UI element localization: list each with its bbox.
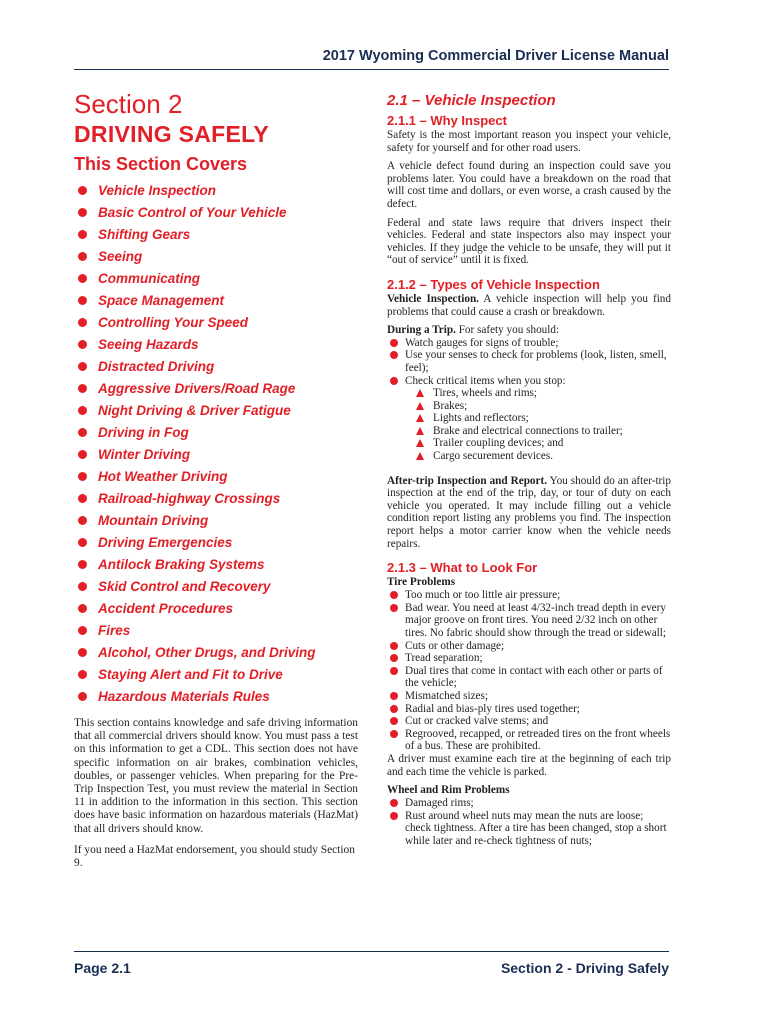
bullet-icon xyxy=(78,692,87,701)
tire-examine-paragraph: A driver must examine each tire at the beginning of each trip and each time the vehicle is parked. xyxy=(387,752,671,778)
topic-item: Accident Procedures xyxy=(74,597,358,619)
list-item: Tread separation; xyxy=(387,652,671,665)
tire-problems-heading: Tire Problems xyxy=(387,576,456,589)
topic-item: Skid Control and Recovery xyxy=(74,575,358,597)
bullet-icon xyxy=(78,230,87,239)
heading-2-1-2: 2.1.2 – Types of Vehicle Inspection xyxy=(387,276,600,292)
bullet-icon xyxy=(78,560,87,569)
why-paragraph-2: A vehicle defect found during an inspection could save you problems later. You could have a breakdown on the road that will cost time and dollars, or even worse, a crash caused by the defect. xyxy=(387,160,671,210)
topic-item: Mountain Driving xyxy=(74,509,358,531)
topic-item: Communicating xyxy=(74,267,358,289)
list-item: Tires, wheels and rims; xyxy=(415,387,671,400)
list-item: Check critical items when you stop: xyxy=(387,375,671,388)
list-item: Trailer coupling devices; and xyxy=(415,437,671,450)
bullet-icon xyxy=(78,516,87,525)
topic-item: Seeing xyxy=(74,245,358,267)
topic-item: Railroad-highway Crossings xyxy=(74,487,358,509)
topic-item: Hazardous Materials Rules xyxy=(74,685,358,707)
page-number: Page 2.1 xyxy=(74,960,131,976)
tire-problems-list xyxy=(387,589,671,753)
bullet-icon xyxy=(78,428,87,437)
list-item: Watch gauges for signs of trouble; xyxy=(387,337,671,350)
topic-item: Seeing Hazards xyxy=(74,333,358,355)
topic-item: Driving in Fog xyxy=(74,421,358,443)
why-paragraph-1: Safety is the most important reason you inspect your vehicle, safety for yourself and for other road users. xyxy=(387,129,671,154)
list-item: Cut or cracked valve stems; and xyxy=(387,715,671,728)
list-item: Bad wear. You need at least 4/32-inch tread depth in every major groove on front tires. You need 2/32 inch on other tires. No fabric should show through the tread or sidewall; xyxy=(387,602,671,640)
bullet-icon xyxy=(78,604,87,613)
list-item: Too much or too little air pressure; xyxy=(387,589,671,602)
vehicle-inspection-paragraph: Vehicle Inspection. A vehicle inspection will help you find problems that could cause a crash or breakdown. xyxy=(387,292,671,318)
topic-item: Aggressive Drivers/Road Rage xyxy=(74,377,358,399)
left-column xyxy=(74,89,358,870)
bullet-icon xyxy=(78,670,87,679)
list-item: Cargo securement devices. xyxy=(415,450,671,463)
topic-item: Distracted Driving xyxy=(74,355,358,377)
topic-item: Alcohol, Other Drugs, and Driving xyxy=(74,641,358,663)
topic-item: Shifting Gears xyxy=(74,223,358,245)
right-column xyxy=(387,91,671,848)
topic-item: Antilock Braking Systems xyxy=(74,553,358,575)
topic-item: Basic Control of Your Vehicle xyxy=(74,201,358,223)
covers-heading: This Section Covers xyxy=(74,154,248,174)
topics-list xyxy=(74,179,358,707)
list-item: Brake and electrical connections to trailer; xyxy=(415,425,671,438)
topic-item: Controlling Your Speed xyxy=(74,311,358,333)
critical-items-list xyxy=(387,387,671,463)
topic-item: Driving Emergencies xyxy=(74,531,358,553)
running-header: 2017 Wyoming Commercial Driver License Manual xyxy=(74,48,669,70)
during-trip-paragraph: During a Trip. For safety you should: xyxy=(387,324,560,337)
section-number: Section 2 xyxy=(74,89,183,119)
topic-item: Fires xyxy=(74,619,358,641)
bullet-icon xyxy=(78,296,87,305)
why-paragraph-3: Federal and state laws require that drivers inspect their vehicles. Federal and state inspectors also may inspect your vehicles. If they judge the vehicle to be unsafe, they will put it “out of service” until it is fixed. xyxy=(387,216,671,267)
bullet-icon xyxy=(78,186,87,195)
trip-list xyxy=(387,337,671,387)
topic-item: Staying Alert and Fit to Drive xyxy=(74,663,358,685)
list-item: Dual tires that come in contact with each other or parts of the vehicle; xyxy=(387,665,671,690)
list-item: Regrooved, recapped, or retreaded tires on the front wheels of a bus. These are prohibited. xyxy=(387,728,671,753)
bullet-icon xyxy=(78,406,87,415)
bullet-icon xyxy=(78,318,87,327)
intro-paragraph: This section contains knowledge and safe driving information that all commercial drivers should know. You must pass a test on this information to get a CDL. This section does not have specific information on air brakes, combination vehicles, doubles, or passenger vehicles. When preparing for the Pre-Trip Inspection Test, you must review the material in Section 11 in addition to the information in this section. This section does have basic information on hazardous materials (HazMat) that all drivers should know. xyxy=(74,717,358,835)
topic-item: Night Driving & Driver Fatigue xyxy=(74,399,358,421)
heading-2-1-3: 2.1.3 – What to Look For xyxy=(387,560,538,576)
list-item: Use your senses to check for problems (look, listen, smell, feel); xyxy=(387,349,671,374)
footer-rule xyxy=(74,951,669,952)
list-item: Damaged rims; xyxy=(387,797,671,810)
bullet-icon xyxy=(78,648,87,657)
bullet-icon xyxy=(78,384,87,393)
wheel-rim-list xyxy=(387,797,671,847)
topic-item: Vehicle Inspection xyxy=(74,179,358,201)
bullet-icon xyxy=(78,340,87,349)
heading-2-1-1: 2.1.1 – Why Inspect xyxy=(387,113,507,128)
list-item: Rust around wheel nuts may mean the nuts are loose; check tightness. After a tire has been changed, stop a short while later and re-check tightness of nuts; xyxy=(387,810,671,848)
list-item: Mismatched sizes; xyxy=(387,690,671,703)
bullet-icon xyxy=(78,626,87,635)
bullet-icon xyxy=(78,208,87,217)
bullet-icon xyxy=(78,252,87,261)
bullet-icon xyxy=(78,582,87,591)
hazmat-paragraph: If you need a HazMat endorsement, you should study Section 9. xyxy=(74,843,355,870)
list-item: Radial and bias-ply tires used together; xyxy=(387,703,671,716)
after-trip-paragraph: After-trip Inspection and Report. You should do an after-trip inspection at the end of the trip, day, or tour of duty on each vehicle you operated. It may include filling out a vehicle condition report listing any problems you find. The inspection report helps a motor carrier know when the vehicle needs repairs. xyxy=(387,474,671,550)
bullet-icon xyxy=(78,494,87,503)
bullet-icon xyxy=(78,362,87,371)
footer-section-title: Section 2 - Driving Safely xyxy=(500,960,669,976)
list-item: Lights and reflectors; xyxy=(415,412,671,425)
list-item: Cuts or other damage; xyxy=(387,640,671,653)
bullet-icon xyxy=(78,274,87,283)
bullet-icon xyxy=(78,472,87,481)
topic-item: Space Management xyxy=(74,289,358,311)
bullet-icon xyxy=(78,450,87,459)
wheel-rim-heading: Wheel and Rim Problems xyxy=(387,784,510,797)
heading-2-1: 2.1 – Vehicle Inspection xyxy=(387,92,556,109)
list-item: Brakes; xyxy=(415,400,671,413)
topic-item: Winter Driving xyxy=(74,443,358,465)
topic-item: Hot Weather Driving xyxy=(74,465,358,487)
section-title: DRIVING SAFELY xyxy=(74,121,270,147)
bullet-icon xyxy=(78,538,87,547)
